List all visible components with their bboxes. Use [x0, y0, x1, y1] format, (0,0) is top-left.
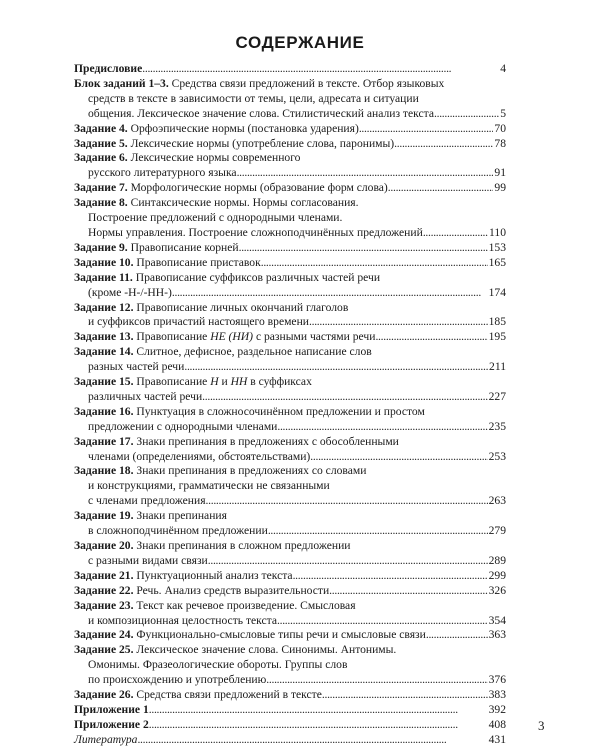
toc-entry-text: в суффиксах: [250, 375, 312, 389]
toc-page-number: 227: [488, 389, 506, 403]
toc-entry-text: Средства связи предложений в тексте. Отбор языковых: [171, 76, 445, 90]
toc-page-number: 392: [488, 702, 506, 716]
toc-entry-label: Задание 24.: [74, 628, 134, 642]
toc-entry[interactable]: [74, 628, 506, 643]
toc-entry[interactable]: [74, 733, 506, 748]
toc-entry-label: Задание 16.: [74, 404, 134, 418]
toc-entry-text: Пунктуация в сложносочинённом предложении и простом: [136, 404, 425, 418]
toc-entry-text: и суффиксов причастий настоящего времени: [88, 315, 309, 329]
toc-entry-text: Правописание личных окончаний глаголов: [136, 300, 349, 314]
toc-entry-label: Предисловие: [74, 62, 143, 75]
toc-entry-text: Слитное, дефисное, раздельное написание слов: [136, 345, 372, 359]
toc-entry[interactable]: [74, 181, 506, 196]
toc-entry-label: Задание 15.: [74, 375, 134, 389]
toc-entry[interactable]: [74, 77, 506, 122]
toc-entry-label: Задание 17.: [74, 434, 134, 448]
toc-entry-label: Задание 13.: [74, 330, 134, 344]
toc-entry-text: Лексическое значение слова. Синонимы. Антонимы.: [136, 643, 397, 657]
toc-entry-text: с разными видами связи: [88, 553, 208, 567]
toc-entry-text: Знаки препинания в предложениях со словами: [136, 464, 367, 478]
toc-entry-text: с разными частями речи: [255, 330, 376, 344]
toc-entry-text: по происхождению и употреблению: [88, 673, 267, 687]
toc-entry[interactable]: [74, 345, 506, 375]
toc-entry[interactable]: [74, 584, 506, 599]
toc-entry-text: Нормы управления. Построение сложноподчинённых предложений: [88, 225, 423, 239]
toc-entry[interactable]: [74, 509, 506, 539]
toc-page-number: 376: [488, 673, 506, 687]
toc-entry-text: Знаки препинания: [136, 509, 227, 523]
toc-entry-label: Блок заданий 1–3.: [74, 76, 169, 90]
toc-entry-text: членами (определениями, обстоятельствами): [88, 449, 311, 463]
toc-entry-text: Текст как речевое произведение. Смысловая: [136, 598, 356, 612]
toc-entry[interactable]: [74, 137, 506, 152]
toc-page-number: 165: [488, 255, 506, 269]
toc-page-number: 408: [488, 717, 506, 731]
toc-entry-text: Лексические нормы (употребление слова, паронимы): [130, 136, 395, 150]
toc-entry-label: Задание 8.: [74, 196, 128, 210]
toc-entry[interactable]: [74, 599, 506, 629]
toc-page-number: 253: [488, 449, 506, 463]
toc-entry-text: разных частей речи: [88, 360, 185, 374]
toc-page-number: 279: [488, 524, 506, 538]
toc-entry-label: Задание 10.: [74, 255, 134, 269]
toc-page-number: 263: [488, 494, 506, 508]
toc-entry-text: и: [221, 375, 228, 389]
toc-entry[interactable]: [74, 301, 506, 331]
toc-page-number: 185: [488, 315, 506, 329]
toc-entry-text: Лексические нормы современного: [130, 151, 301, 165]
toc-entry-text: Правописание: [136, 375, 208, 389]
toc-entry-label: Задание 7.: [74, 181, 128, 195]
toc-entry-text: предложении с однородными членами: [88, 419, 278, 433]
toc-entry[interactable]: [74, 435, 506, 465]
toc-page-number: 99: [494, 181, 506, 195]
toc-entry-label: Задание 14.: [74, 345, 134, 359]
toc-page-number: 431: [488, 732, 506, 746]
toc-entry[interactable]: [74, 464, 506, 509]
toc-entry-text: Пунктуационный анализ текста: [136, 568, 293, 582]
toc-entry-text: русского литературного языка: [88, 166, 237, 180]
toc-entry-text: Знаки препинания в предложениях с обособленными: [136, 434, 399, 448]
toc-page-number: 211: [489, 360, 506, 374]
toc-page-number: 363: [488, 628, 506, 642]
toc-entry[interactable]: [74, 643, 506, 688]
toc-entry-text: Морфологические нормы (образование форм слова): [130, 181, 388, 195]
toc-entry[interactable]: [74, 271, 506, 301]
toc-entry-text: Функционально-смысловые типы речи и смысловые связи: [136, 628, 426, 642]
toc-page-number: 235: [488, 419, 506, 433]
toc-page-number: 326: [488, 583, 506, 597]
toc-entry-label: Задание 6.: [74, 151, 128, 165]
toc-entry-text: Построение предложений с однородными членами.: [88, 211, 343, 225]
toc-entry-text: средств в тексте в зависимости от темы, цели, адресата и ситуации: [88, 91, 419, 105]
toc-entry-label: Задание 26.: [74, 688, 134, 702]
toc-entry-label: Задание 25.: [74, 643, 134, 657]
toc-entry[interactable]: [74, 196, 506, 241]
toc-entry-text: Правописание суффиксов различных частей речи: [135, 270, 381, 284]
toc-entry-text: с членами предложения: [88, 494, 206, 508]
toc-page-number: 91: [494, 166, 506, 180]
toc-page-number: 70: [494, 121, 506, 135]
toc-page-number: 78: [494, 136, 506, 150]
toc-entry[interactable]: [74, 405, 506, 435]
toc-entry-text: Средства связи предложений в тексте: [136, 688, 322, 702]
toc-entry-text: Правописание корней: [130, 240, 239, 254]
toc-entry-label: Задание 19.: [74, 509, 134, 523]
page-title: СОДЕРЖАНИЕ: [235, 33, 365, 52]
toc-entry-text: Речь. Анализ средств выразительности: [136, 583, 330, 597]
toc-entry[interactable]: [74, 703, 506, 718]
toc-entry-label: Задание 18.: [74, 464, 134, 478]
toc-entry[interactable]: [74, 375, 506, 405]
toc-entry[interactable]: [74, 151, 506, 181]
toc-entry-label: Задание 12.: [74, 300, 134, 314]
toc-entry-italic: НЕ (НИ): [210, 330, 254, 344]
toc-page-number: 4: [500, 62, 506, 75]
toc-entry-text: общения. Лексическое значение слова. Стилистический анализ текста: [88, 106, 434, 120]
toc-entry-text: в сложноподчинённом предложении: [88, 524, 268, 538]
toc-entry[interactable]: [74, 256, 506, 271]
toc-entry[interactable]: [74, 122, 506, 137]
toc-entry[interactable]: [74, 241, 506, 256]
toc-entry-text: Омонимы. Фразеологические обороты. Группы слов: [88, 658, 348, 672]
toc-entry-text: Правописание приставок: [136, 255, 261, 269]
toc-entry-label: Литература: [74, 732, 138, 746]
toc-entry[interactable]: [74, 62, 506, 77]
toc-entry-label: Задание 22.: [74, 583, 134, 597]
toc-page-number: 354: [488, 613, 506, 627]
toc-entry-label: Задание 20.: [74, 539, 134, 552]
toc-entry-text: и конструкциями, грамматически не связанными: [88, 479, 330, 493]
toc-page-number: 383: [488, 688, 506, 702]
toc-entry-text: и композиционная целостность текста: [88, 613, 278, 627]
toc-entry-text: Орфоэпические нормы (постановка ударения): [130, 121, 359, 135]
toc-entry-italic: НН: [230, 375, 248, 389]
toc-page-number: 110: [489, 225, 506, 239]
toc-entry-label: Приложение 1: [74, 702, 149, 716]
table-of-contents: [74, 62, 506, 748]
toc-entry-label: Задание 23.: [74, 598, 134, 612]
toc-entry-text: различных частей речи: [88, 389, 203, 403]
toc-entry-label: Задание 9.: [74, 240, 128, 254]
toc-entry-text: Синтаксические нормы. Нормы согласования.: [130, 196, 359, 210]
toc-entry[interactable]: [74, 330, 506, 345]
toc-page-number: 153: [488, 240, 506, 254]
toc-entry-text: Правописание: [136, 330, 208, 344]
toc-page-number: 195: [488, 330, 506, 344]
toc-page-number: 174: [488, 285, 506, 299]
toc-entry-text: Знаки препинания в сложном предложении: [136, 539, 351, 552]
toc-entry-label: Задание 4.: [74, 121, 128, 135]
toc-entry[interactable]: [74, 688, 506, 703]
toc-entry-text: (кроме -Н-/-НН-): [88, 285, 172, 299]
toc-entry-label: Задание 11.: [74, 270, 133, 284]
toc-entry-label: Задание 5.: [74, 136, 128, 150]
toc-page-number: 289: [488, 553, 506, 567]
toc-entry[interactable]: [74, 718, 506, 733]
toc-page-number: 5: [500, 106, 506, 120]
toc-entry[interactable]: [74, 539, 506, 569]
toc-entry-label: Задание 21.: [74, 568, 134, 582]
toc-page-number: 299: [488, 568, 506, 582]
toc-entry-italic: Н: [210, 375, 219, 389]
toc-entry-label: Приложение 2: [74, 717, 149, 731]
toc-entry[interactable]: [74, 569, 506, 584]
page-number: 3: [538, 718, 545, 733]
